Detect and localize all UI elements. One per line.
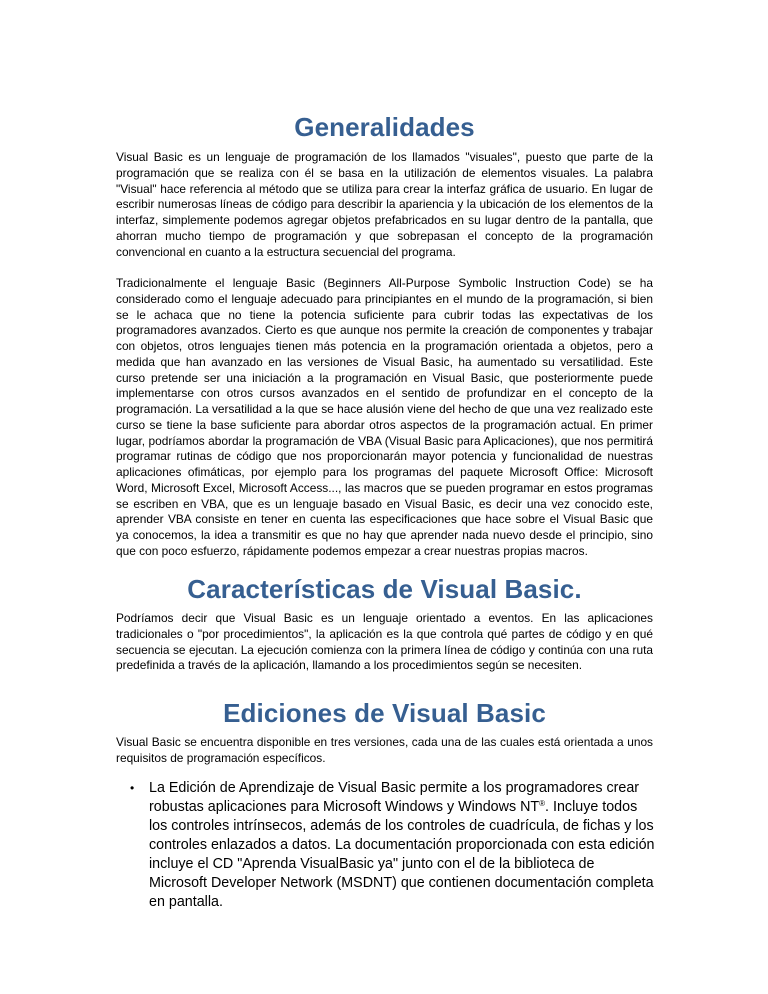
editions-list: [116, 779, 656, 912]
paragraph-ediciones-intro: Visual Basic se encuentra disponible en tres versiones, cada una de las cuales está orientada a unos requisitos de programación específicos.: [116, 735, 653, 765]
paragraph-caracteristicas: Podríamos decir que Visual Basic es un lenguaje orientado a eventos. En las aplicaciones tradicionales o "por procedimientos", la aplicación es la que controla qué partes de código y en qué secuencia se ejecutan. La ejecución comienza con la primera línea de código y continúa con una ruta predefinida a través de la aplicación, llamando a los procedimientos según se necesiten.: [116, 611, 653, 673]
registered-trademark-symbol: ®: [539, 799, 546, 808]
list-item-edicion-aprendizaje: [116, 779, 656, 912]
section-title-ediciones: Ediciones de Visual Basic: [223, 698, 546, 728]
bullet-icon: •: [130, 781, 135, 795]
list-item-text-part-1: La Edición de Aprendizaje de Visual Basic permite a los programadores crear robustas aplicaciones para Microsoft Windows y Windows NT: [149, 780, 640, 815]
list-item-text-part-2: . Incluye todos los controles intrínsecos, además de los controles de cuadrícula, de fichas y los controles enlazados a datos. La documentación proporcionada con esta edición incluye el CD "Aprenda VisualBasic ya" junto con el de la biblioteca de Microsoft Developer Network (MSDNT) que contienen documentación completa en pantalla.: [149, 799, 655, 910]
paragraph-generalidades-2: Tradicionalmente el lenguaje Basic (Beginners All-Purpose Symbolic Instruction Code) se ha considerado como el lenguaje adecuado para principiantes en el mundo de la programación, si bien se le achaca que no tiene la potencia suficiente para cubrir todas las expectativas de los programadores avanzados. Cierto es que aunque nos permite la creación de componentes y trabajar con objetos, otros lenguajes tienen más potencia en la programación orientada a objetos, pero a medida que han avanzado en las versiones de Visual Basic, ha aumentado su versatilidad. Este curso pretende ser una iniciación a la programación en Visual Basic, que posteriormente puede implementarse con otros cursos avanzados en el sentido de profundizar en el concepto de la programación. La versatilidad a la que se hace alusión viene del hecho de que una vez realizado este curso se tiene la base suficiente para abordar otros aspectos de la programación actual. En primer lugar, podríamos abordar la programación de VBA (Visual Basic para Aplicaciones), que nos permitirá programar rutinas de código que nos proporcionarán mayor potencia y funcionalidad de nuestras aplicaciones ofimáticas, por ejemplo para los programas del paquete Microsoft Office: Microsoft Word, Microsoft Excel, Microsoft Access..., las macros que se pueden programar en estos programas se escriben en VBA, que es un lenguaje basado en Visual Basic, es decir una vez conocido este, aprender VBA consiste en tener en cuenta las especificaciones que hace sobre el Visual Basic que ya conocemos, la idea a transmitir es que no hay que aprender nada nuevo desde el principio, sino que con poco esfuerzo, rápidamente podemos empezar a crear nuestras propias macros.: [116, 276, 653, 558]
paragraph-generalidades-1: Visual Basic es un lenguaje de programación de los llamados "visuales", puesto que parte de la programación que se realiza con él se basa en la utilización de elementos visuales. La palabra "Visual" hace referencia al método que se utiliza para crear la interfaz gráfica de usuario. En lugar de escribir numerosas líneas de código para describir la apariencia y la ubicación de los elementos de la interfaz, simplemente podemos agregar objetos prefabricados en su lugar dentro de la pantalla, que ahorran mucho tiempo de programación y que sobrepasan el concepto de la programación convencional en cuanto a la estructura secuencial del programa.: [116, 150, 653, 259]
section-title-caracteristicas: Características de Visual Basic.: [187, 574, 582, 604]
section-title-generalidades: Generalidades: [294, 112, 475, 142]
